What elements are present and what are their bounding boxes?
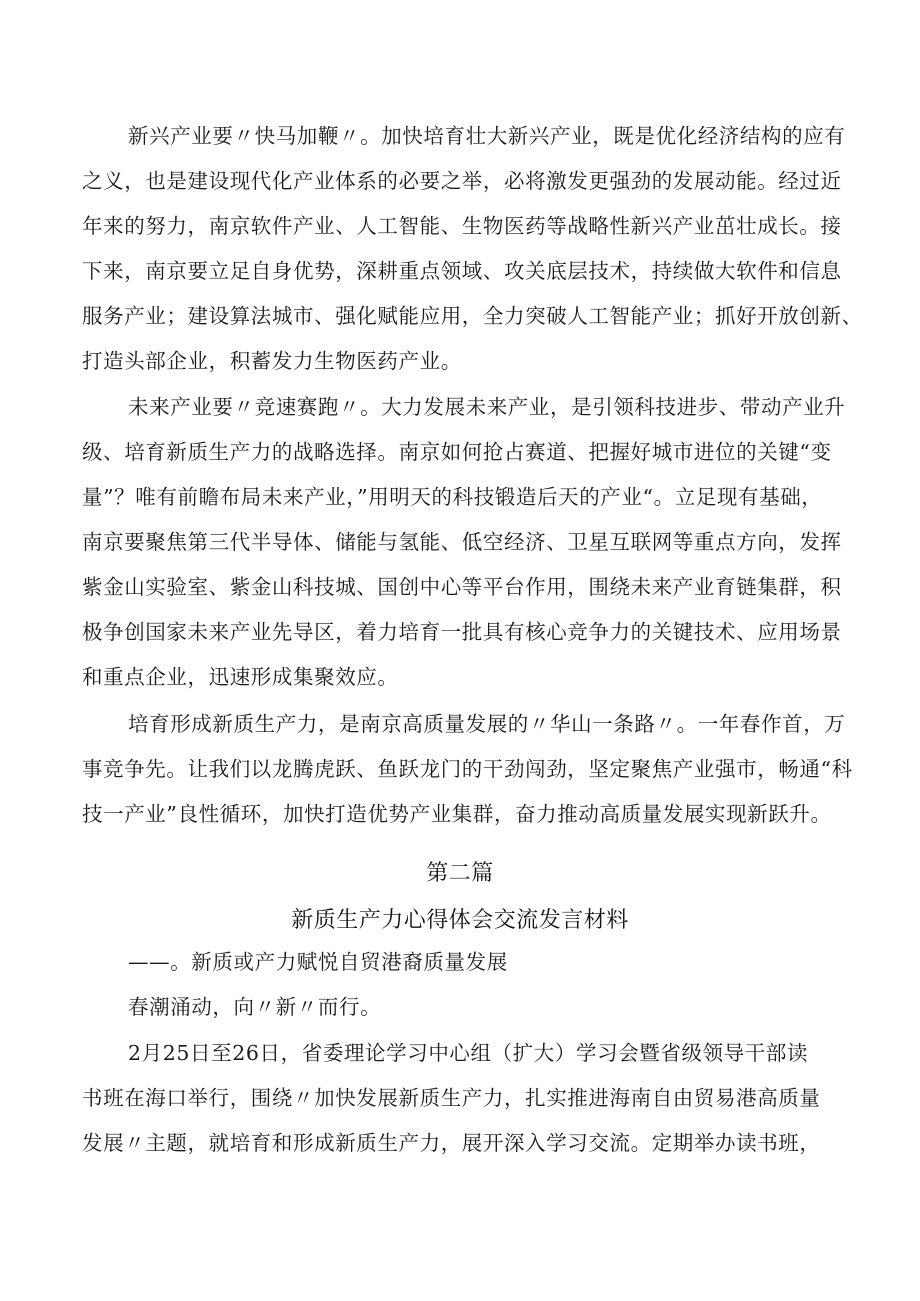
text-line: 未来产业要〃竞速赛跑〃。大力发展未来产业，是引领科技进步、带动产业升 xyxy=(128,395,846,419)
text-line: 之义，也是建设现代化产业体系的必要之举，必将激发更强劲的发展动能。经过近 xyxy=(82,169,842,193)
text-line: 极争创国家未来产业先导区，着力培育一批具有核心竞争力的关键技术、应用场景 xyxy=(82,620,842,644)
text-line: 春潮涌动，向〃新〃而行。 xyxy=(128,995,382,1019)
text-line: 发展〃主题，就培育和形成新质生产力，展开深入学习交流。定期举办读书班， xyxy=(82,1131,821,1155)
section-label: 第二篇 xyxy=(426,861,494,886)
text-line: 新兴产业要〃快马加鞭〃。加快培育壮大新兴产业，既是优化经济结构的应有 xyxy=(128,124,846,148)
text-line: 年来的努力，南京软件产业、人工智能、生物医药等战略性新兴产业茁壮成长。接 xyxy=(82,214,842,238)
text-line: 下来，南京要立足自身优势，深耕重点领域、攻关底层技术，持续做大软件和信息 xyxy=(82,259,842,283)
text-line: 服务产业；建设算法城市、强化赋能应用，全力突破人工智能产业；抓好开放创新、 xyxy=(82,304,863,328)
text-line: 和重点企业，迅速形成集聚效应。 xyxy=(82,665,399,689)
text-line: 量”？唯有前瞻布局未来产业，”用明天的科技锻造后天的产业“。立足现有基础， xyxy=(82,485,823,509)
text-line: 培育形成新质生产力，是南京高质量发展的〃华山一条路〃。一年春作首，万 xyxy=(128,712,846,736)
text-line: 事竞争先。让我们以龙腾虎跃、鱼跃龙门的干劲闯劲，坚定聚焦产业强市，畅通“科 xyxy=(82,757,853,781)
text-line: 技一产业”良性循环，加快打造优势产业集群，奋力推动高质量发展实现新跃升。 xyxy=(82,802,832,826)
text-line: 书班在海口举行，围绕〃加快发展新质生产力，扎实推进海南自由贸易港高质量 xyxy=(82,1086,821,1110)
text-line: 南京要聚焦第三代半导体、储能与氢能、低空经济、卫星互联网等重点方向，发挥 xyxy=(82,530,842,554)
text-line: 级、培育新质生产力的战略选择。南京如何抢占赛道、把握好城市进位的关键“变 xyxy=(82,440,832,464)
text-line: 2月25日至26日，省委理论学习中心组（扩大）学习会暨省级领导干部读 xyxy=(128,1041,809,1065)
section-title: 新质生产力心得体会交流发言材料 xyxy=(291,908,629,933)
section-subtitle: ——。新质或产力赋悦自贸港裔质量发展 xyxy=(128,950,508,974)
text-line: 紫金山实验室、紫金山科技城、国创中心等平台作用，围绕未来产业育链集群，积 xyxy=(82,575,842,599)
text-line: 打造头部企业，积蓄发力生物医药产业。 xyxy=(82,349,462,373)
